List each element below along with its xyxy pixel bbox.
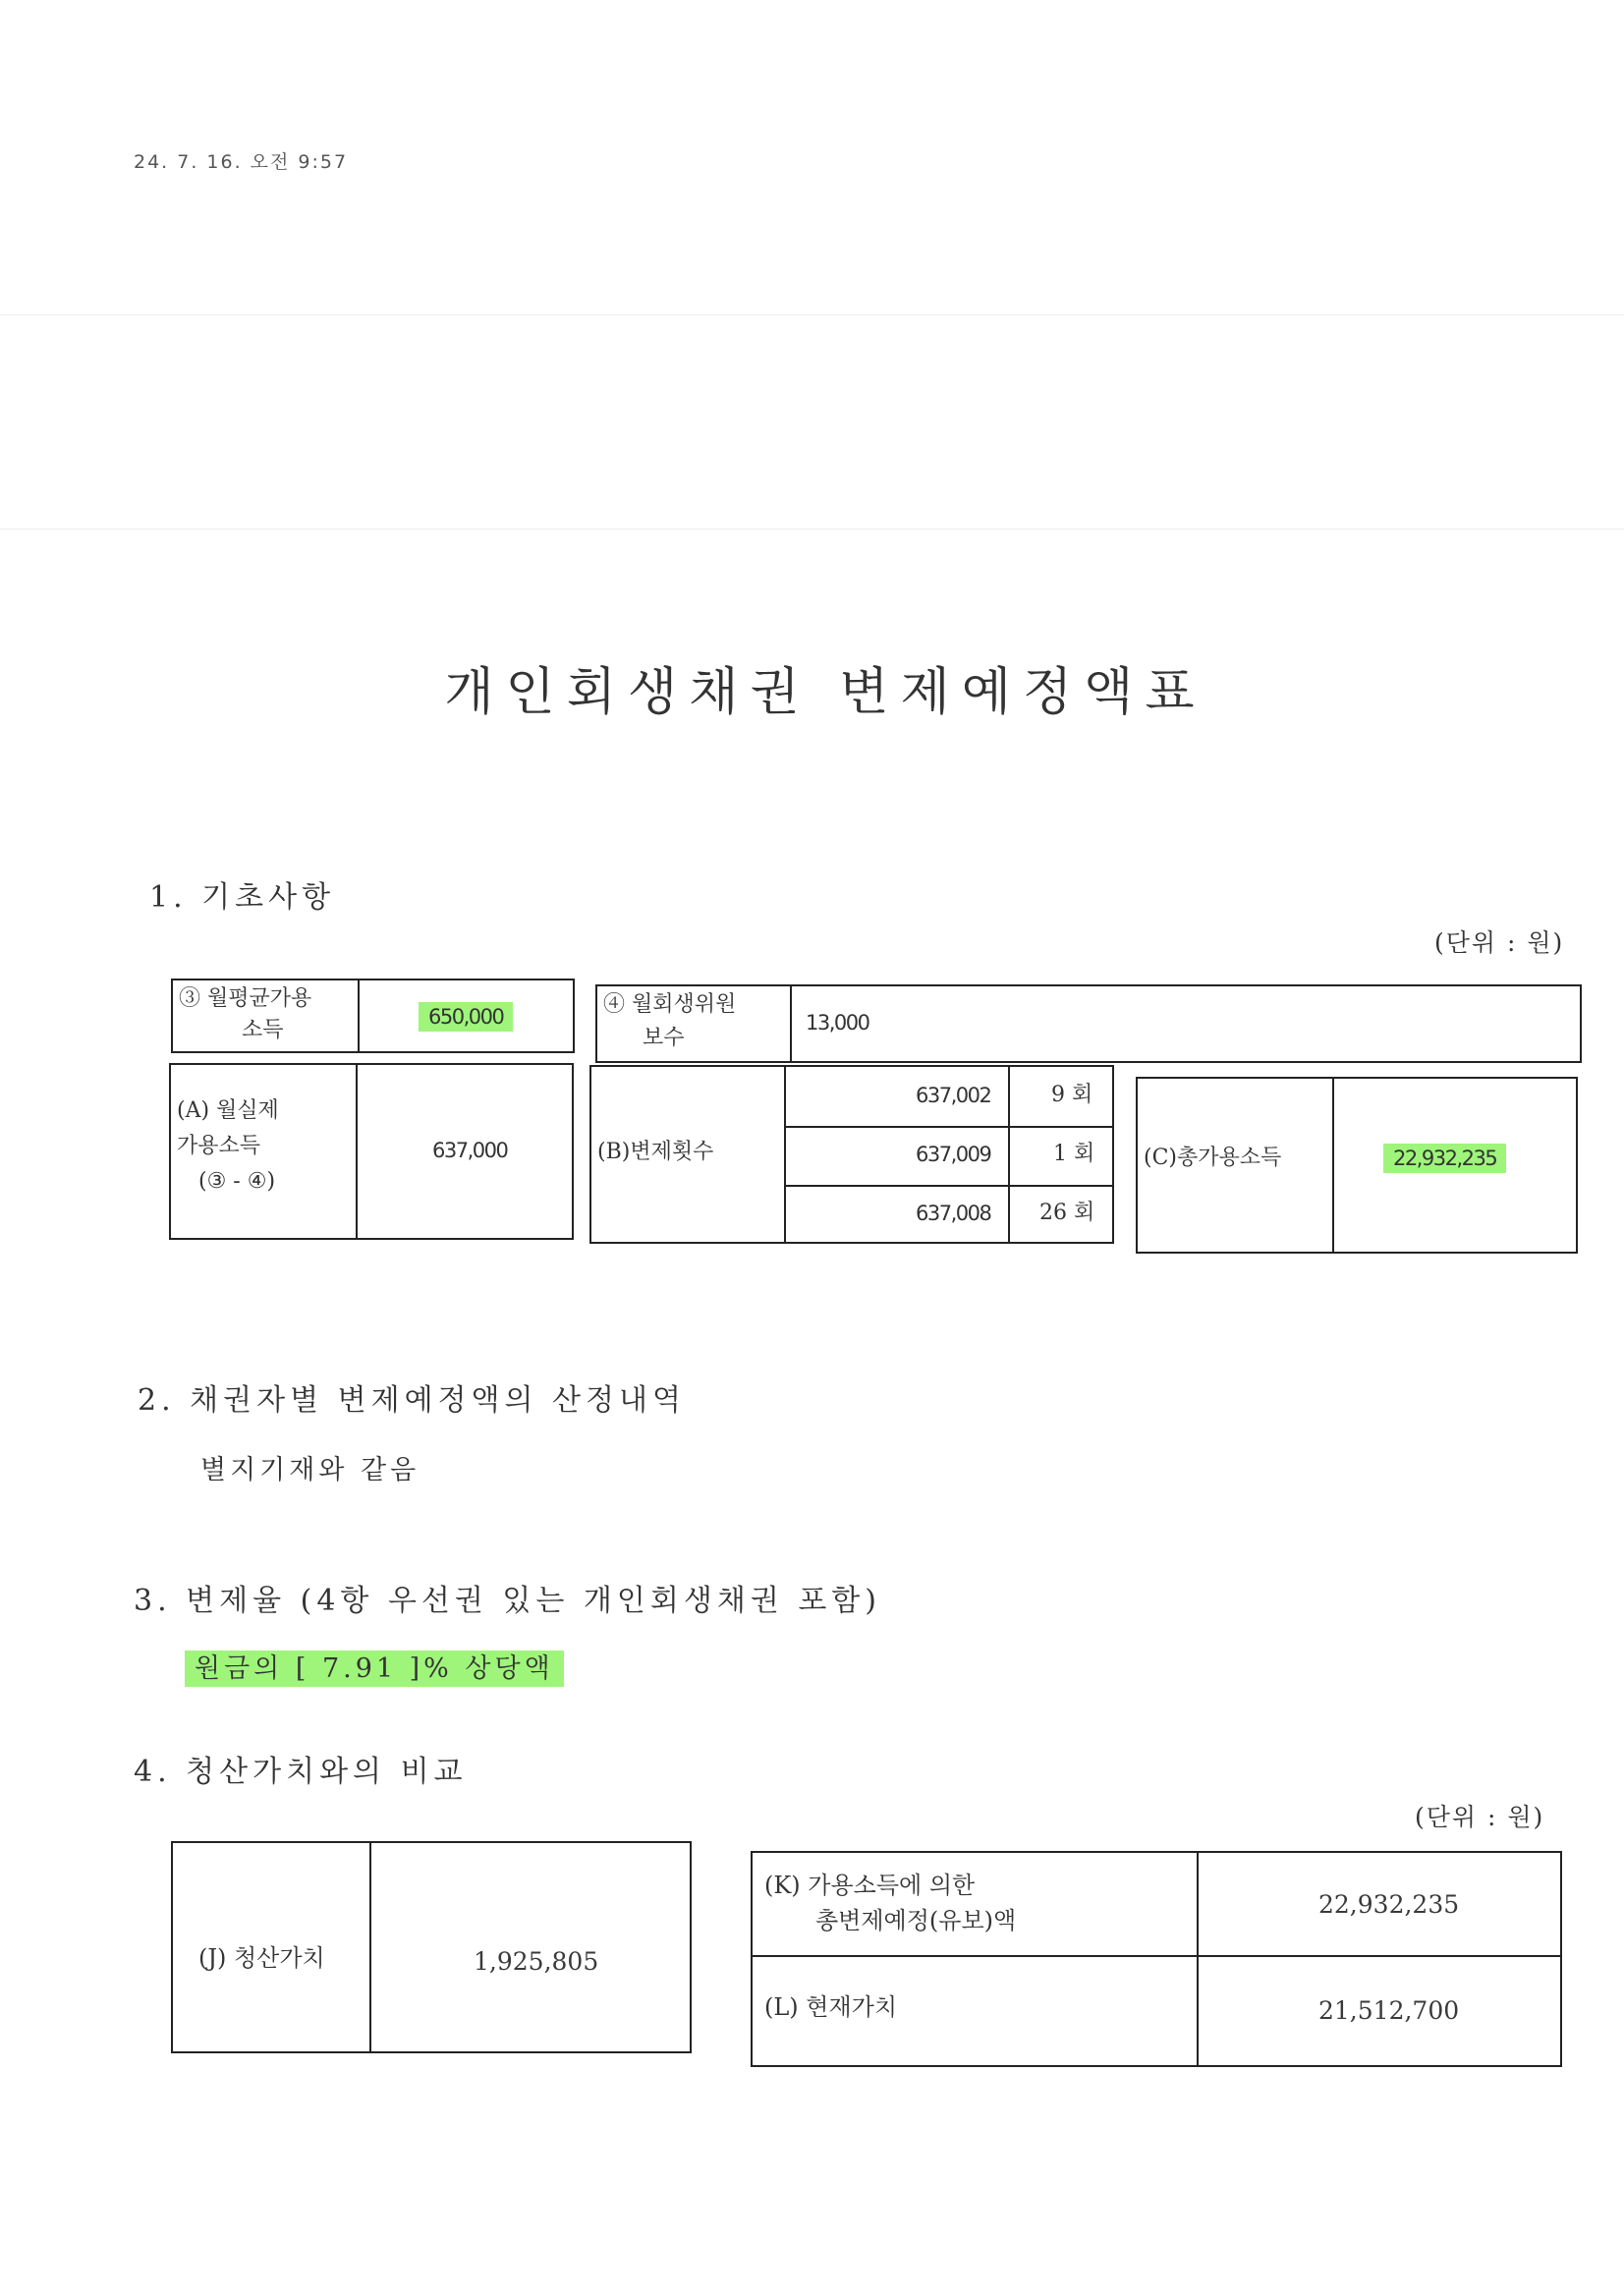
monthly-income-label: ③ 월평균가용 bbox=[179, 986, 312, 1011]
print-timestamp: 24. 7. 16. 오전 9:57 bbox=[134, 151, 349, 173]
total-repayment-label: (K) 가용소득에 의한 bbox=[764, 1872, 976, 1899]
liquidation-value-box bbox=[171, 1841, 692, 2053]
present-value-label: (L) 현재가치 bbox=[764, 1993, 898, 2021]
total-income-box bbox=[1136, 1077, 1578, 1254]
section-1-heading: 1. 기초사항 bbox=[149, 880, 336, 915]
monthly-income-value: 650,000 bbox=[419, 1002, 513, 1032]
section-4-heading: 4. 청산가치와의 비교 bbox=[134, 1755, 468, 1789]
total-repayment-label-2: 총변제예정(유보)액 bbox=[815, 1907, 1017, 1934]
repayment-amount: 637,008 bbox=[916, 1202, 991, 1225]
trustee-fee-box bbox=[595, 984, 1582, 1063]
repayment-amount: 637,009 bbox=[916, 1143, 991, 1166]
trustee-fee-label-2: 보수 bbox=[643, 1026, 685, 1050]
repayment-count-label: (B)변제횟수 bbox=[597, 1140, 714, 1164]
section-2-text: 별지기재와 같음 bbox=[200, 1455, 420, 1485]
liquidation-value-label: (J) 청산가치 bbox=[198, 1944, 325, 1972]
actual-income-value: 637,000 bbox=[432, 1139, 508, 1162]
unit-label: (단위 : 원) bbox=[1434, 928, 1565, 957]
scan-divider bbox=[0, 529, 1624, 530]
section-3-heading: 3. 변제율 (4항 우선권 있는 개인회생채권 포함) bbox=[134, 1584, 881, 1618]
actual-income-label-3: (③ - ④) bbox=[198, 1169, 276, 1194]
repayment-rate-text: 원금의 [ 7.91 ]% 상당액 bbox=[185, 1651, 564, 1687]
comparison-box bbox=[751, 1851, 1562, 2067]
repayment-count-box bbox=[589, 1065, 1114, 1244]
trustee-fee-value: 13,000 bbox=[806, 1011, 869, 1035]
total-income-label: (C)총가용소득 bbox=[1144, 1146, 1282, 1170]
unit-label: (단위 : 원) bbox=[1415, 1803, 1545, 1831]
repayment-times: 9 회 bbox=[1051, 1083, 1093, 1107]
total-income-value: 22,932,235 bbox=[1383, 1144, 1506, 1173]
liquidation-value-amount: 1,925,805 bbox=[474, 1947, 599, 1976]
monthly-income-box bbox=[171, 979, 575, 1053]
scan-divider bbox=[0, 314, 1624, 315]
repayment-times: 26 회 bbox=[1039, 1201, 1095, 1225]
monthly-income-label-2: 소득 bbox=[242, 1018, 284, 1042]
actual-income-label: (A) 월실제 bbox=[177, 1098, 279, 1123]
actual-income-label-2: 가용소득 bbox=[177, 1134, 261, 1158]
document-title: 개인회생채권 변제예정액표 bbox=[444, 663, 1206, 722]
section-2-heading: 2. 채권자별 변제예정액의 산정내역 bbox=[138, 1383, 686, 1418]
repayment-times: 1 회 bbox=[1053, 1142, 1095, 1166]
trustee-fee-label: ④ 월회생위원 bbox=[603, 992, 737, 1017]
present-value-amount: 21,512,700 bbox=[1318, 1996, 1460, 2025]
actual-income-box bbox=[169, 1063, 574, 1240]
repayment-amount: 637,002 bbox=[916, 1084, 991, 1107]
total-repayment-value: 22,932,235 bbox=[1318, 1890, 1460, 1919]
